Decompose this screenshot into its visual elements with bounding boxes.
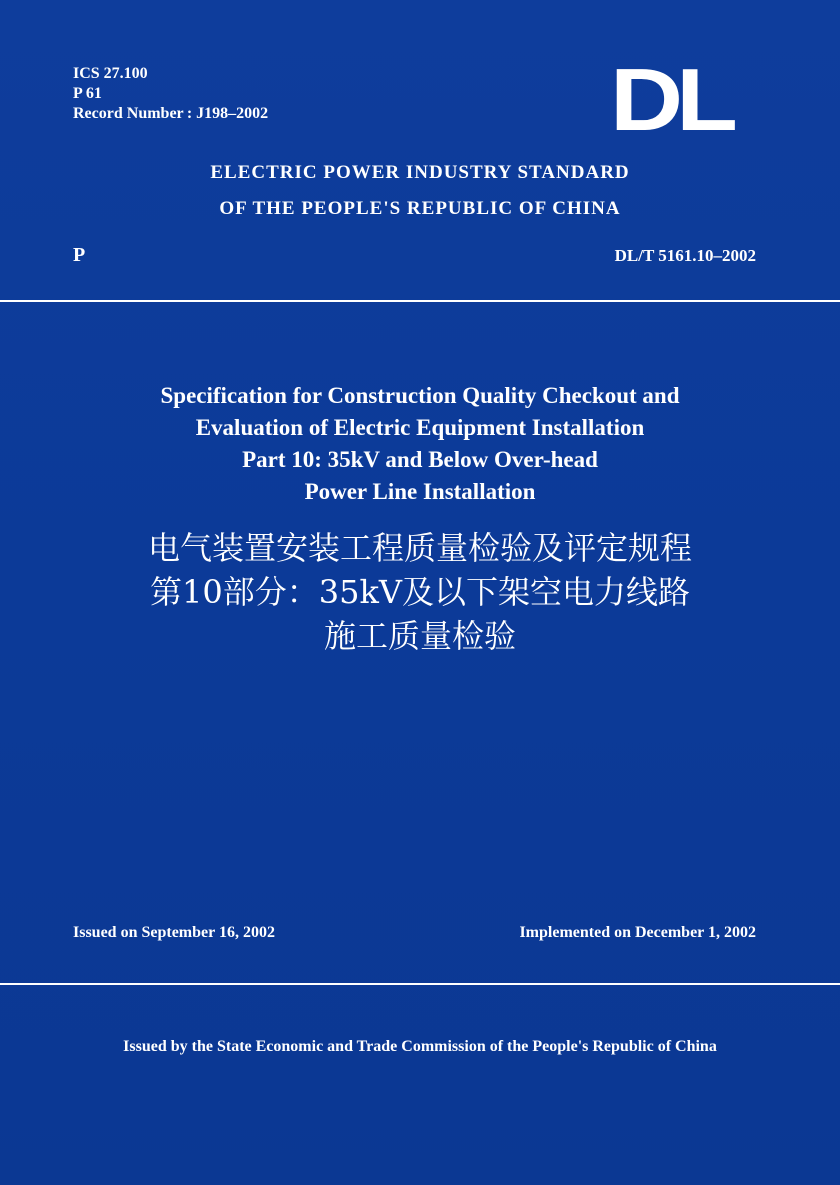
english-title-line-1: Specification for Construction Quality Checkout and <box>160 383 680 408</box>
issuer-line: Issued by the State Economic and Trade Commission of the People's Republic of China <box>123 1038 717 1055</box>
organization-line-1: ELECTRIC POWER INDUSTRY STANDARD <box>210 162 630 183</box>
organization-line-2: OF THE PEOPLE'S REPUBLIC OF CHINA <box>219 198 621 219</box>
record-number: Record Number : J198–2002 <box>73 105 269 122</box>
english-title-line-3: Part 10: 35kV and Below Over-head <box>242 447 598 472</box>
chinese-title-line-3: 施工质量检验 <box>323 617 516 655</box>
class-letter: P <box>73 244 86 266</box>
english-title-line-2: Evaluation of Electric Equipment Installation <box>195 415 645 440</box>
dl-logo: DL <box>610 50 732 149</box>
english-title-line-4: Power Line Installation <box>304 479 536 504</box>
ics-code: ICS 27.100 <box>73 65 148 82</box>
metadata-block <box>73 64 268 124</box>
english-title <box>0 380 840 508</box>
classification-code: P 61 <box>73 85 102 102</box>
bottom-divider <box>0 983 840 985</box>
chinese-title-line-1: 电气装置安装工程质量检验及评定规程 <box>147 529 692 567</box>
standard-number: DL/T 5161.10–2002 <box>614 246 756 265</box>
chinese-title <box>0 526 840 658</box>
issued-date: Issued on September 16, 2002 <box>73 924 275 941</box>
chinese-title-line-2: 第10部分：35kV及以下架空电力线路 <box>150 573 690 611</box>
implemented-date: Implemented on December 1, 2002 <box>519 924 756 941</box>
top-divider <box>0 300 840 302</box>
